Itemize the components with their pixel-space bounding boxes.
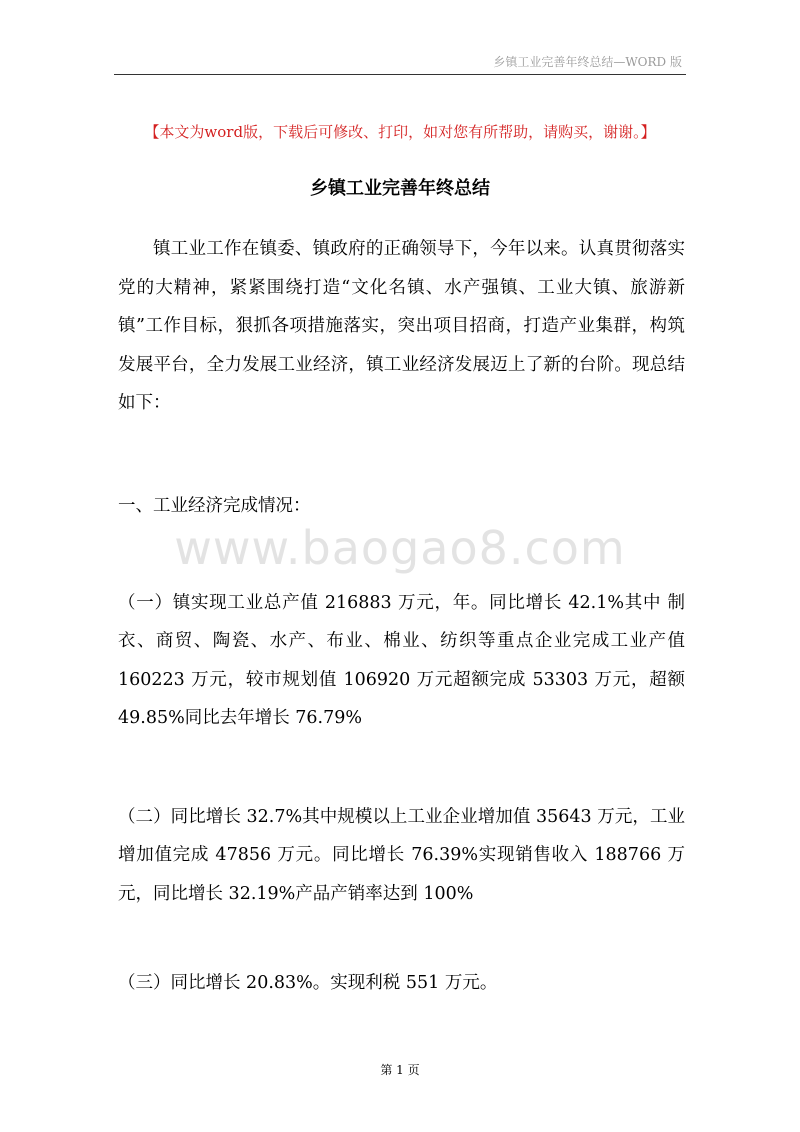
document-title: 乡镇工业完善年终总结 bbox=[310, 178, 490, 199]
section-heading: 一、工业经济完成情况： bbox=[118, 496, 311, 516]
page-number: 第 1 页 bbox=[380, 1063, 420, 1077]
purchase-notice: 【本文为word版，下载后可修改、打印，如对您有所帮助，请购买，谢谢。】 bbox=[144, 123, 656, 141]
watermark: www.baogao8.com bbox=[174, 521, 626, 575]
section-item-2: （二）同比增长 32.7%其中规模以上工业企业增加值 35643 万元，工业增加值完成 47856 万元。同比增长 76.39%实现销售收入 188766 万元，同比增长 32.19%产品产销率达到 100% bbox=[118, 806, 685, 904]
header-divider bbox=[114, 74, 686, 75]
intro-paragraph: 镇工业工作在镇委、镇政府的正确领导下，今年以来。认真贯彻落实党的大精神，紧紧围绕打造“文化名镇、水产强镇、工业大镇、旅游新镇”工作目标，狠抓各项措施落实，突出项目招商，打造产业集群，构筑发展平台，全力发展工业经济，镇工业经济发展迈上了新的台阶。现总结如下： bbox=[118, 239, 685, 413]
document-body bbox=[118, 230, 685, 423]
running-header: 乡镇工业完善年终总结—WORD 版 bbox=[493, 55, 682, 69]
section-item-3: （三）同比增长 20.83%。实现利税 551 万元。 bbox=[118, 972, 498, 993]
section-item-1: （一）镇实现工业总产值 216883 万元，年。同比增长 42.1%其中 制衣、商贸、陶瓷、水产、布业、棉业、纺织等重点企业完成工业产值 160223 万元，较市规划值 106920 万元超额完成 53303 万元，超额 49.85%同比去年增长 76.79% bbox=[118, 592, 685, 728]
